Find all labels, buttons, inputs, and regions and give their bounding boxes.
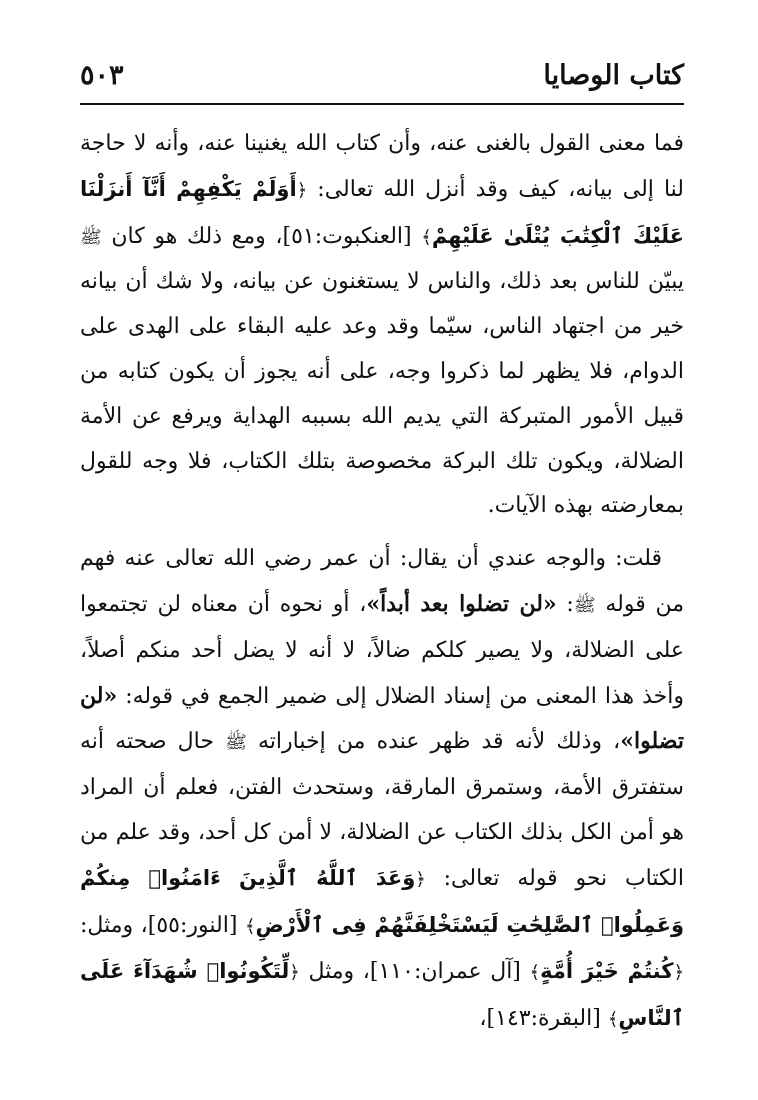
quran-close-bracket: ﴾: [421, 226, 432, 248]
text-segment: ، وذلك لأنه قد ظهر عنده من إخباراته: [258, 729, 621, 755]
quran-open-bracket: ﴿: [415, 868, 426, 890]
text-segment: ، ومع ذلك هو كان: [111, 223, 283, 249]
text-segment: يبيّن للناس بعد ذلك، والناس لا يستغنون عن بيانه، ولا شك أن بيانه خير من اجتهاد الناس، سيّما وقد وعد عليه البقاء على الهدى على الدوام، فلا يظهر لما ذكروا وجه، على أنه يجوز أن يكون كتابه من قبيل الأمور المتبركة التي يديم الله بسببه الهداية ويرفع عن الأمة الضلالة، ويكون تلك البركة مخصوصة بتلك الكتاب، فلا وجه للقول بمعارضته بهذه الآيات.: [80, 269, 684, 519]
verse-reference: [آل عمران:١١٠]: [369, 959, 521, 985]
quran-close-bracket: ﴾: [607, 1009, 619, 1031]
hadith-quote: «لن تضلوا»: [80, 682, 684, 755]
chapter-title: كتاب الوصايا: [543, 60, 684, 91]
quran-close-bracket: ﴾: [244, 915, 256, 937]
text-segment: ، أو نحوه أن معناه لن تجتمعوا على الضلالة، ولا يصير كلكم ضالاً، لا أنه لا يضل أحد منكم أصلاً، وأخذ هذا المعنى من إسناد الضلال إلى ضمير الجمع في قوله:: [80, 591, 685, 709]
body-text: [80, 122, 684, 1043]
text-segment: فما معنى القول بالغنى عنه، وأن كتاب الله يغنينا عنه، وأنه لا حاجة لنا إلى بيانه، كيف وقد أنزل الله تعالى:: [80, 131, 684, 202]
quran-open-bracket: ﴿: [296, 179, 308, 201]
hadith-quote: «لن تضلوا بعد أبداً»: [366, 590, 557, 617]
verse-reference: [البقرة:١٤٣]: [486, 1006, 601, 1032]
quran-open-bracket: ﴿: [289, 962, 300, 984]
paragraph-2: [80, 537, 684, 1043]
quran-open-bracket: ﴿: [673, 962, 685, 984]
verse-reference: [العنكبوت:٥١]: [282, 223, 412, 249]
quran-verse: وَعَدَ ٱللَّهُ ٱلَّذِينَ ءَامَنُوا۟ مِنكُمْ وَعَمِلُوا۟ ٱلصَّٰلِحَٰتِ لَيَسْتَخْلِفَنَّهُمْ فِى ٱلْأَرْضِ: [80, 865, 685, 937]
text-segment: حال صحته أنه ستفترق الأمة، وستمرق المارقة، وستحدث الفتن، فعلم أن المراد هو أمن الكل بذلك الكتاب عن الضلالة، لا أمن كل أحد، وقد علم من الكتاب نحو قوله تعالى:: [80, 729, 684, 891]
header-divider: [80, 103, 684, 105]
salawat-symbol: ﷺ: [573, 594, 596, 616]
quran-verse: أَوَلَمْ يَكْفِهِمْ أَنَّآ أَنزَلْنَا عَلَيْكَ ٱلْكِتَٰبَ يُتْلَىٰ عَلَيْهِمْ: [80, 176, 685, 248]
quran-close-bracket: ﴾: [529, 962, 541, 984]
text-segment: ، ومثل:: [80, 912, 148, 938]
running-header: [80, 58, 684, 98]
salawat-symbol: ﷺ: [225, 732, 247, 754]
page-number: ٥٠٣: [80, 60, 124, 91]
text-segment: ،: [479, 1006, 487, 1032]
verse-reference: [النور:٥٥]: [147, 912, 238, 938]
quran-verse: كُنتُمْ خَيْرَ أُمَّةٍ: [540, 959, 674, 984]
paragraph-1: [80, 122, 684, 529]
text-segment: :: [566, 591, 574, 617]
quran-verse: لِّتَكُونُوا۟ شُهَدَآءَ عَلَى ٱلنَّاسِ: [80, 959, 684, 1031]
text-segment: ، ومثل: [308, 959, 370, 985]
salawat-symbol: ﷺ: [80, 226, 102, 248]
text-segment: قلت: والوجه عندي أن يقال: أن عمر رضي الله تعالى عنه فهم من قوله: [80, 546, 684, 617]
